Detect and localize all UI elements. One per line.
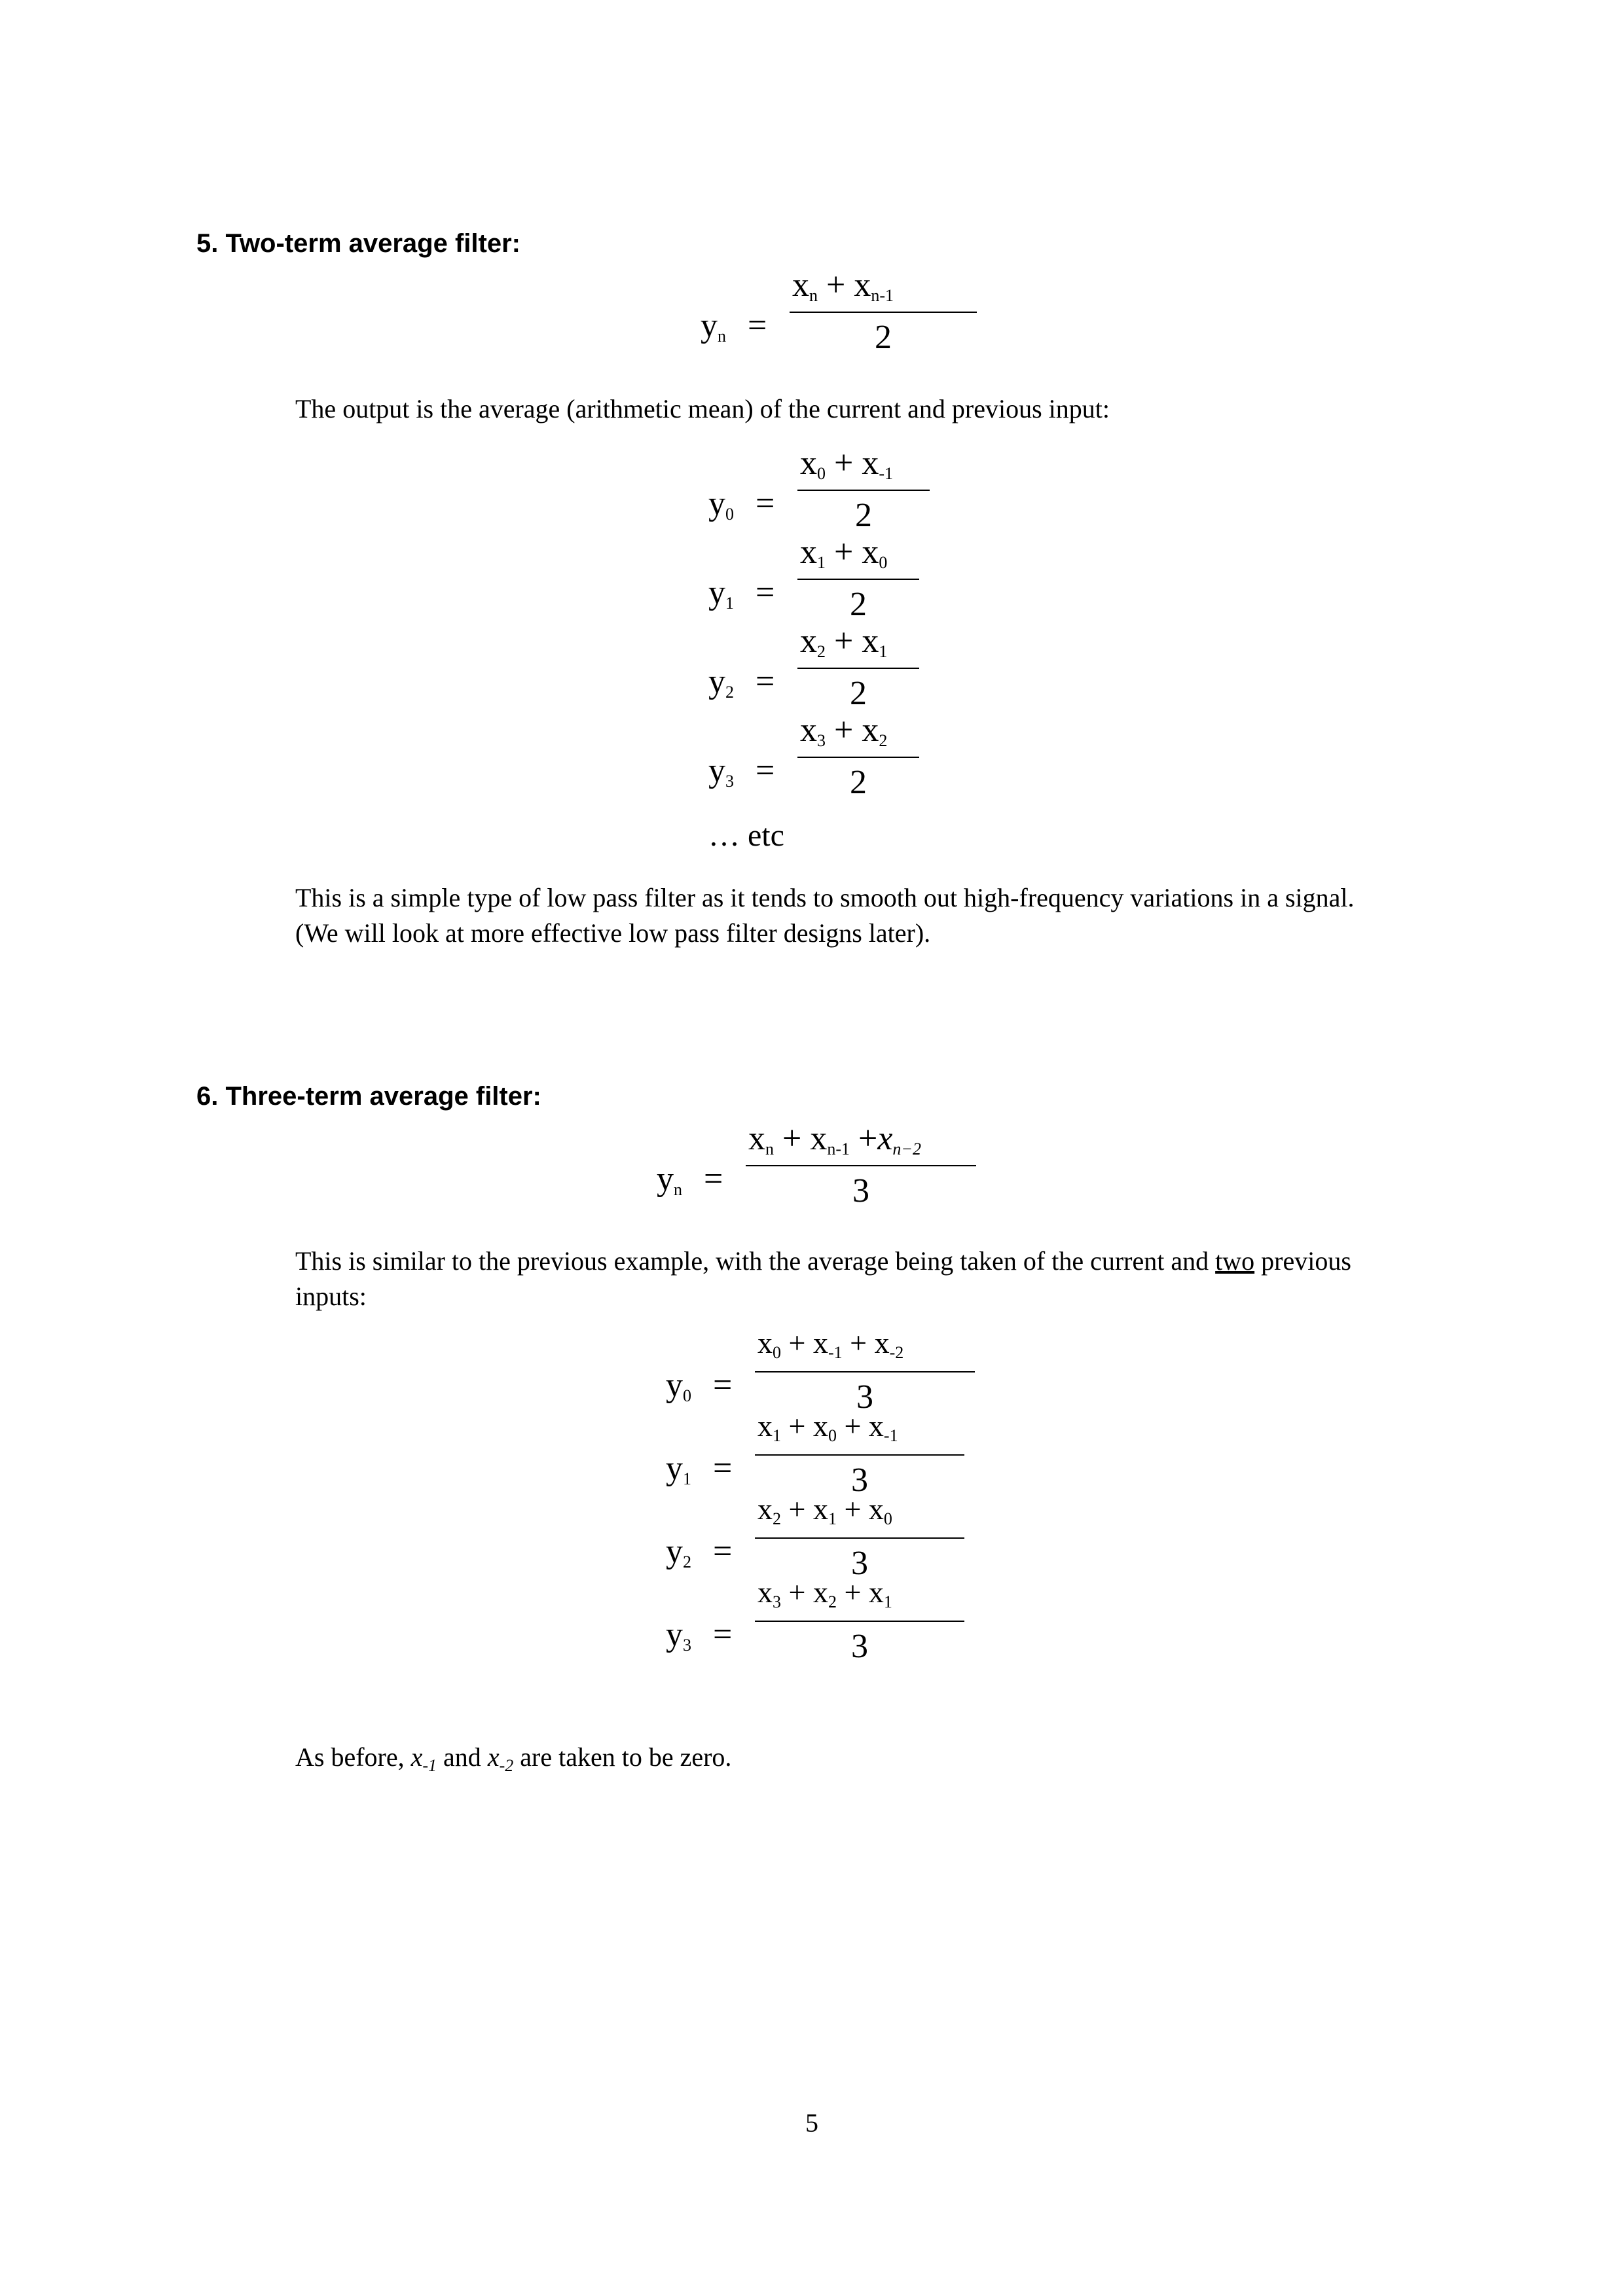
equals-sign: =	[704, 1160, 723, 1198]
section-6-heading: 6. Three-term average filter:	[196, 1082, 541, 1111]
formula-denominator: 2	[875, 319, 892, 356]
section-6-text: This is similar to the previous example, with the average being taken of the current and two previous inputs:	[295, 1246, 1351, 1311]
section-5-text: The output is the average (arithmetic mean) of the current and previous input:	[295, 394, 1110, 423]
fraction-bar	[790, 312, 977, 313]
section-5-note: This is a simple type of low pass filter as it tends to smooth out high-frequency variations in a signal. (We will look at more effective low pass filter designs later).	[295, 883, 1355, 948]
formula-denominator: 3	[852, 1172, 869, 1210]
equals-sign: =	[748, 307, 767, 344]
section-5-heading: 5. Two-term average filter:	[196, 229, 520, 258]
etc-text: … etc	[708, 818, 784, 853]
page-number: 5	[805, 2108, 818, 2138]
formula-lhs: $y_n$	[657, 1160, 682, 1199]
closing-text: As before, $x_{-1}$ and $x_{-2}$ are taken to be zero.	[295, 1742, 732, 1775]
fraction-bar	[746, 1165, 976, 1166]
formula-numerator: $x_n + x_{n-1}$	[792, 266, 894, 305]
formula-lhs: $y_n$	[701, 307, 726, 346]
formula-numerator: $x_n + x_{n-1} +x_{n-2}$	[748, 1120, 921, 1158]
